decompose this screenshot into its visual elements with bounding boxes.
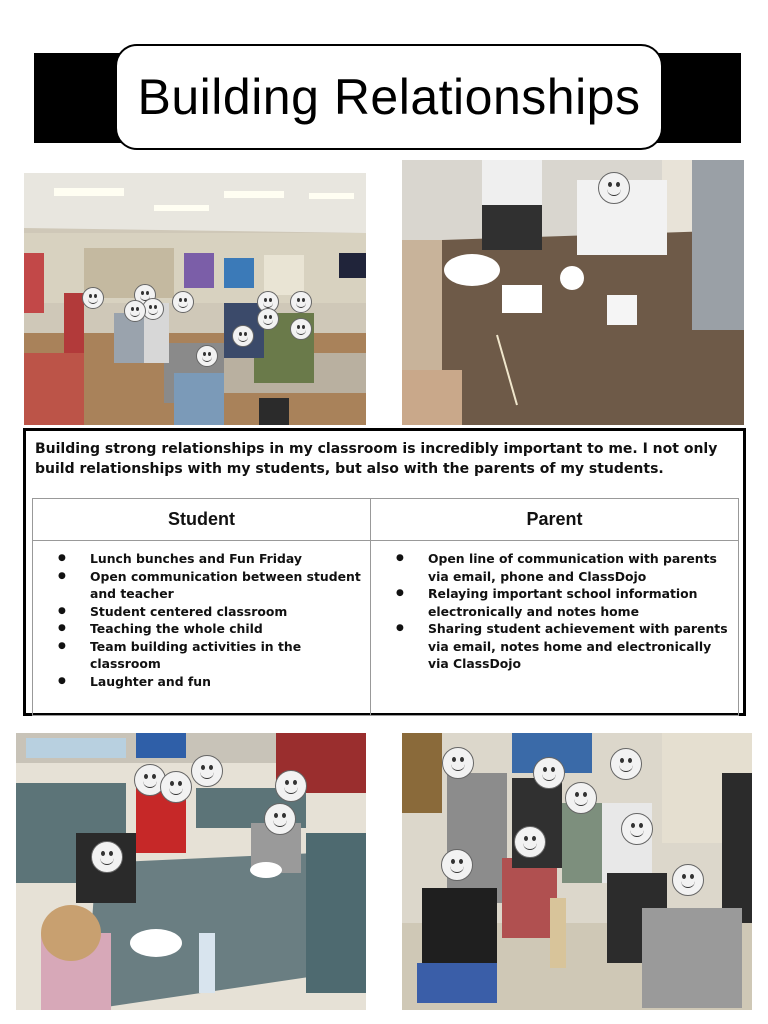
face-sticker bbox=[191, 755, 223, 787]
face-sticker bbox=[621, 813, 653, 845]
student-column bbox=[33, 499, 371, 715]
list-item: ● Laughter and fun bbox=[55, 673, 362, 691]
face-sticker bbox=[290, 318, 312, 340]
face-sticker bbox=[514, 826, 546, 858]
face-sticker bbox=[257, 308, 279, 330]
parent-column bbox=[371, 499, 738, 715]
face-sticker bbox=[442, 747, 474, 779]
face-sticker bbox=[610, 748, 642, 780]
face-sticker bbox=[565, 782, 597, 814]
list-item: ● Student centered classroom bbox=[55, 603, 362, 621]
student-list bbox=[33, 541, 370, 690]
face-sticker bbox=[290, 291, 312, 313]
face-sticker bbox=[160, 771, 192, 803]
face-sticker bbox=[232, 325, 254, 347]
face-sticker bbox=[82, 287, 104, 309]
list-item: ● Team building activities in the classroom bbox=[55, 638, 362, 673]
face-sticker bbox=[672, 864, 704, 896]
face-sticker bbox=[275, 770, 307, 802]
list-item: ● Open communication between student and teacher bbox=[55, 568, 362, 603]
list-item: ● Teaching the whole child bbox=[55, 620, 362, 638]
photo-classroom-lunch bbox=[24, 173, 366, 425]
face-sticker bbox=[533, 757, 565, 789]
photo-fun-friday bbox=[16, 733, 366, 1010]
list-item: ● Open line of communication with parents via email, phone and ClassDojo bbox=[393, 550, 730, 585]
parent-list bbox=[371, 541, 738, 673]
list-item: ● Sharing student achievement with parents via email, notes home and electronically via ClassDojo bbox=[393, 620, 730, 673]
student-header: Student bbox=[33, 499, 370, 541]
list-item: ● Relaying important school information electronically and notes home bbox=[393, 585, 730, 620]
intro-paragraph: Building strong relationships in my classroom is incredibly important to me. I not only build relationships with my students, but also with the parents of my students. bbox=[35, 441, 718, 477]
page-title: Building Relationships bbox=[137, 69, 641, 125]
face-sticker bbox=[264, 803, 296, 835]
face-sticker bbox=[172, 291, 194, 313]
photo-team-building-table bbox=[402, 160, 744, 425]
relationships-text-box bbox=[23, 428, 746, 716]
list-item: ● Lunch bunches and Fun Friday bbox=[55, 550, 362, 568]
title-box bbox=[115, 44, 663, 150]
parent-header: Parent bbox=[371, 499, 738, 541]
face-sticker bbox=[441, 849, 473, 881]
face-sticker bbox=[196, 345, 218, 367]
photo-team-building-group bbox=[402, 733, 752, 1010]
face-sticker bbox=[598, 172, 630, 204]
face-sticker bbox=[124, 300, 146, 322]
face-sticker bbox=[91, 841, 123, 873]
relationships-table bbox=[32, 498, 739, 716]
